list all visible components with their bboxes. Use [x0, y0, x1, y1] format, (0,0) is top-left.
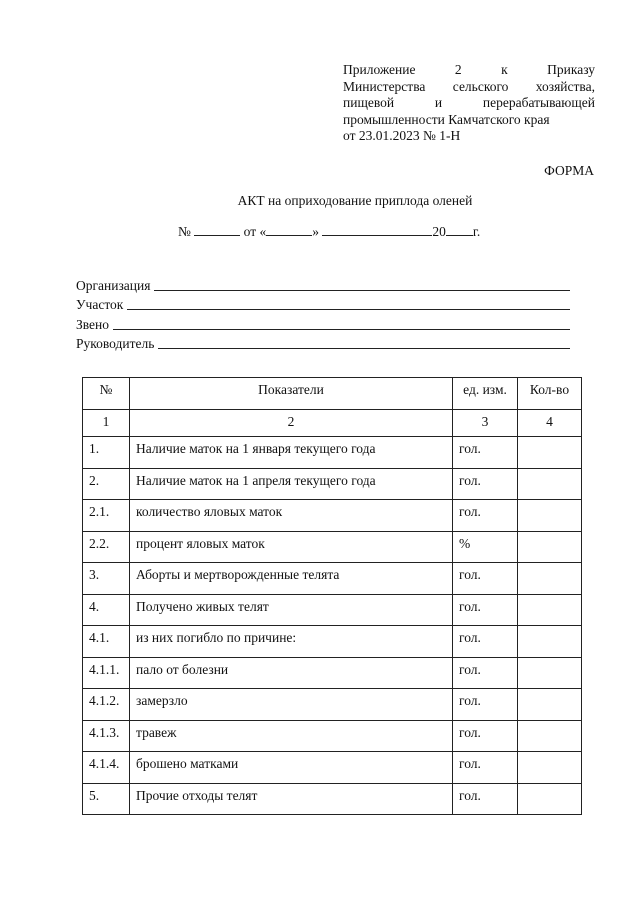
row-indicator: Получено живых телят	[130, 594, 453, 626]
row-indicator: Прочие отходы телят	[130, 783, 453, 815]
document-title: АКТ на оприходование приплода оленей	[237, 193, 473, 208]
row-number: 4.1.4.	[83, 752, 130, 784]
appendix-line: промышленности Камчатского края	[343, 111, 550, 127]
form-label: ФОРМА	[544, 163, 594, 178]
row-quantity-cell[interactable]	[518, 500, 582, 532]
row-quantity-cell[interactable]	[518, 783, 582, 815]
row-unit: гол.	[453, 783, 518, 815]
row-unit: гол.	[453, 657, 518, 689]
date-close-quote: »	[312, 224, 319, 239]
column-number: 2	[130, 410, 453, 437]
row-unit: гол.	[453, 689, 518, 721]
field-label: Участок	[76, 297, 124, 312]
table-row	[83, 594, 582, 626]
number-sign: №	[178, 224, 191, 239]
field-label: Руководитель	[76, 336, 155, 351]
row-quantity-cell[interactable]	[518, 752, 582, 784]
row-unit: гол.	[453, 563, 518, 595]
appendix-line: от 23.01.2023 № 1-Н	[343, 128, 461, 143]
row-number: 4.1.1.	[83, 657, 130, 689]
table-row	[83, 563, 582, 595]
row-unit: гол.	[453, 720, 518, 752]
row-indicator: брошено матками	[130, 752, 453, 784]
row-number: 3.	[83, 563, 130, 595]
column-number: 1	[83, 410, 130, 437]
date-from: от «	[243, 224, 267, 239]
row-indicator: из них погибло по причине:	[130, 626, 453, 658]
row-quantity-cell[interactable]	[518, 720, 582, 752]
row-unit: гол.	[453, 626, 518, 658]
row-quantity-cell[interactable]	[518, 594, 582, 626]
row-unit: гол.	[453, 500, 518, 532]
row-quantity-cell[interactable]	[518, 531, 582, 563]
row-indicator: Наличие маток на 1 января текущего года	[130, 437, 453, 469]
table-row	[83, 468, 582, 500]
table-row	[83, 437, 582, 469]
table-row	[83, 500, 582, 532]
day-blank[interactable]	[266, 223, 312, 236]
appendix-line: Министерства сельского хозяйства,	[343, 78, 595, 94]
month-blank[interactable]	[322, 223, 432, 236]
row-quantity-cell[interactable]	[518, 563, 582, 595]
row-indicator: процент яловых маток	[130, 531, 453, 563]
field-section	[76, 294, 570, 314]
row-indicator: Аборты и мертворожденные телята	[130, 563, 453, 595]
column-number: 4	[518, 410, 582, 437]
field-blank[interactable]	[127, 297, 570, 310]
field-unit	[76, 313, 570, 333]
header-cell-unit: ед. изм.	[453, 378, 518, 410]
number-date-line	[178, 223, 480, 240]
table-column-numbers-row	[83, 410, 582, 437]
row-unit: гол.	[453, 752, 518, 784]
row-number: 2.2.	[83, 531, 130, 563]
appendix-line: пищевой и перерабатывающей	[343, 95, 595, 110]
table-row	[83, 752, 582, 784]
row-number: 2.1.	[83, 500, 130, 532]
appendix-block	[343, 62, 595, 145]
row-unit: гол.	[453, 468, 518, 500]
header-fields	[76, 274, 570, 352]
row-number: 4.1.2.	[83, 689, 130, 721]
table-row	[83, 657, 582, 689]
row-quantity-cell[interactable]	[518, 657, 582, 689]
table-row	[83, 783, 582, 815]
row-quantity-cell[interactable]	[518, 689, 582, 721]
row-number: 2.	[83, 468, 130, 500]
row-unit: %	[453, 531, 518, 563]
year-suffix: г.	[472, 224, 481, 239]
field-blank[interactable]	[154, 278, 570, 291]
row-indicator: Наличие маток на 1 апреля текущего года	[130, 468, 453, 500]
field-label: Звено	[76, 316, 110, 332]
row-indicator: пало от болезни	[130, 657, 453, 689]
header-cell-quantity: Кол-во	[518, 378, 582, 410]
table-row	[83, 689, 582, 721]
table-row	[83, 720, 582, 752]
row-number: 4.1.3.	[83, 720, 130, 752]
indicators-table	[82, 377, 582, 815]
header-cell-number: №	[83, 378, 130, 410]
row-unit: гол.	[453, 437, 518, 469]
column-number: 3	[453, 410, 518, 437]
year-blank[interactable]	[446, 223, 473, 236]
row-unit: гол.	[453, 594, 518, 626]
number-blank[interactable]	[194, 223, 240, 236]
appendix-line: Приложение 2 к Приказу	[343, 62, 595, 77]
table-header-row	[83, 378, 582, 410]
row-number: 4.1.	[83, 626, 130, 658]
field-organization	[76, 274, 570, 294]
row-quantity-cell[interactable]	[518, 437, 582, 469]
table-row	[83, 626, 582, 658]
table-row	[83, 531, 582, 563]
row-number: 4.	[83, 594, 130, 626]
header-cell-indicators: Показатели	[130, 378, 453, 410]
field-blank[interactable]	[158, 336, 570, 349]
row-indicator: травеж	[130, 720, 453, 752]
row-number: 1.	[83, 437, 130, 469]
field-manager	[76, 333, 570, 353]
row-indicator: замерзло	[130, 689, 453, 721]
row-quantity-cell[interactable]	[518, 468, 582, 500]
row-quantity-cell[interactable]	[518, 626, 582, 658]
field-blank[interactable]	[113, 317, 570, 330]
year-prefix: 20	[432, 224, 446, 239]
row-number: 5.	[83, 783, 130, 815]
row-indicator: количество яловых маток	[130, 500, 453, 532]
field-label: Организация	[76, 277, 151, 293]
